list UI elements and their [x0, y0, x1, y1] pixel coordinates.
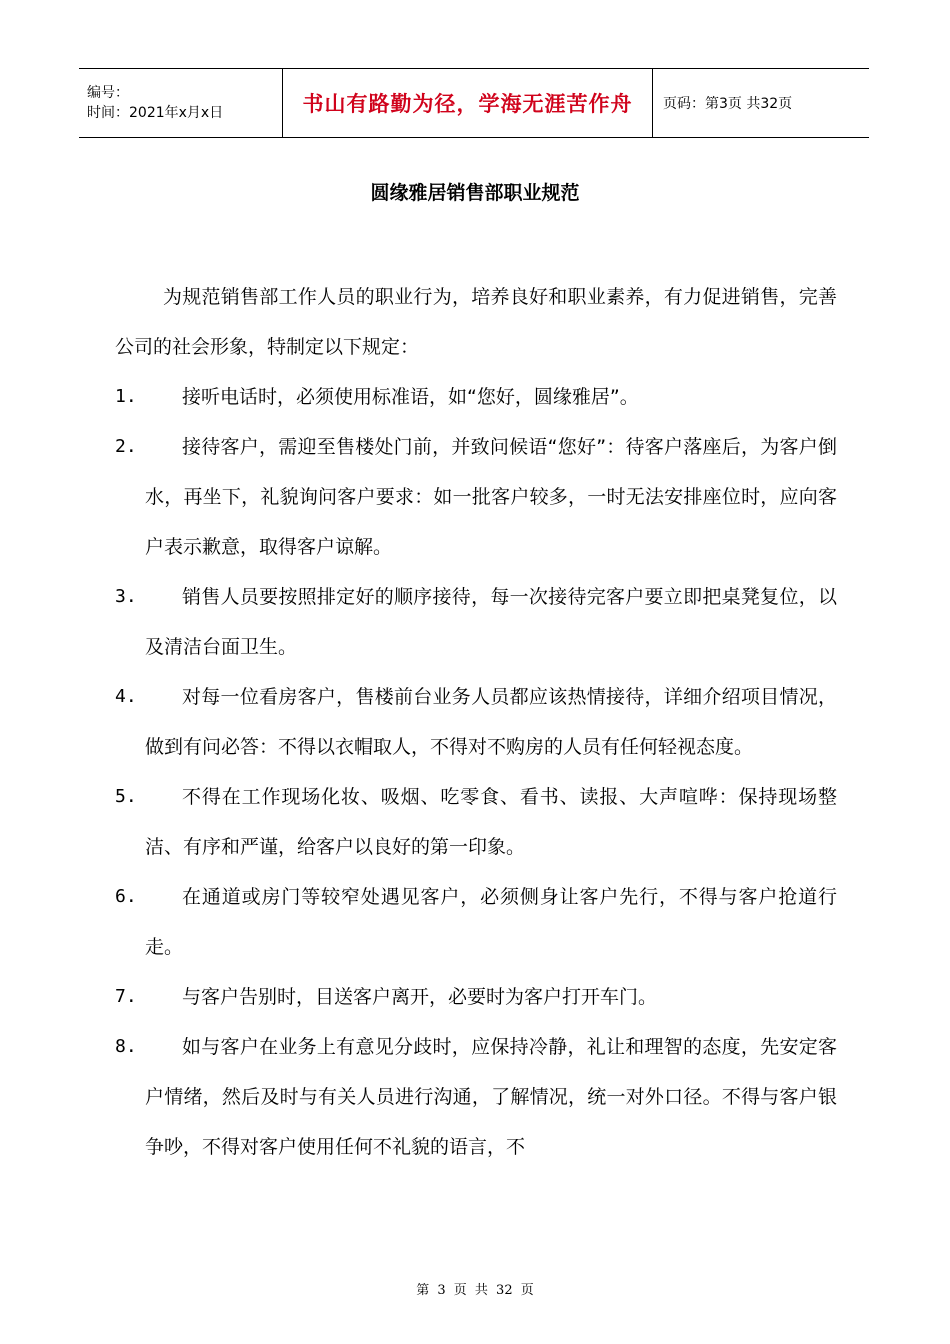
list-item: [115, 572, 837, 672]
item-text: 对每一位看房客户，售楼前台业务人员都应该热情接待，详细介绍项目情况，做到有问必答：不得以衣帽取人，不得对不购房的人员有任何轻视态度。: [145, 686, 837, 758]
item-text: 接待客户，需迎至售楼处门前，并致问候语“您好”：待客户落座后，为客户倒水，再坐下，礼貌询问客户要求：如一批客户较多，一时无法安排座位时，应向客户表示歉意，取得客户谅解。: [145, 436, 837, 558]
intro-paragraph: 为规范销售部工作人员的职业行为，培养良好和职业素养，有力促进销售，完善公司的社会形象，特制定以下规定：: [115, 286, 837, 358]
item-number: 5.: [115, 786, 137, 807]
page-label: 页码：第3页 共32页: [663, 96, 793, 112]
number-label: 编号：: [87, 85, 129, 101]
item-number: 1.: [115, 386, 137, 407]
item-text: 不得在工作现场化妆、吸烟、吃零食、看书、读报、大声喧哗：保持现场整洁、有序和严谨，给客户以良好的第一印象。: [145, 786, 837, 858]
item-number: 3.: [115, 586, 137, 607]
list-item: [115, 372, 837, 422]
motto: 书山有路勤为径，学海无涯苦作舟: [302, 91, 633, 116]
item-number: 2.: [115, 436, 137, 457]
item-number: 6.: [115, 886, 137, 907]
item-text: 与客户告别时，目送客户离开，必要时为客户打开车门。: [182, 986, 658, 1008]
item-number: 7.: [115, 986, 137, 1007]
document-body: [115, 272, 837, 1172]
time-label: 时间：2021年x月x日: [87, 105, 224, 121]
document-title: 圆缘雅居销售部职业规范: [370, 182, 580, 204]
item-text: 接听电话时，必须使用标准语，如“您好，圆缘雅居”。: [182, 386, 639, 408]
header-meta: [79, 69, 282, 137]
list-item: [115, 972, 837, 1022]
list-item: [115, 772, 837, 872]
list-item: [115, 1022, 837, 1172]
item-number: 8.: [115, 1036, 137, 1057]
header-motto-cell: [282, 69, 653, 137]
list-item: [115, 422, 837, 572]
list-item: [115, 672, 837, 772]
page-header: [79, 68, 869, 138]
item-text: 在通道或房门等较窄处遇见客户，必须侧身让客户先行，不得与客户抢道行走。: [145, 886, 837, 958]
item-text: 销售人员要按照排定好的顺序接待，每一次接待完客户要立即把桌凳复位，以及清洁台面卫生。: [145, 586, 837, 658]
page-footer: 第 3 页 共 32 页: [416, 1283, 534, 1298]
header-page-cell: [653, 69, 869, 137]
list-item: [115, 872, 837, 972]
item-text: 如与客户在业务上有意见分歧时，应保持冷静，礼让和理智的态度，先安定客户情绪，然后及时与有关人员进行沟通，了解情况，统一对外口径。不得与客户银争吵，不得对客户使用任何不礼貌的语言，不: [145, 1036, 837, 1158]
item-number: 4.: [115, 686, 137, 707]
